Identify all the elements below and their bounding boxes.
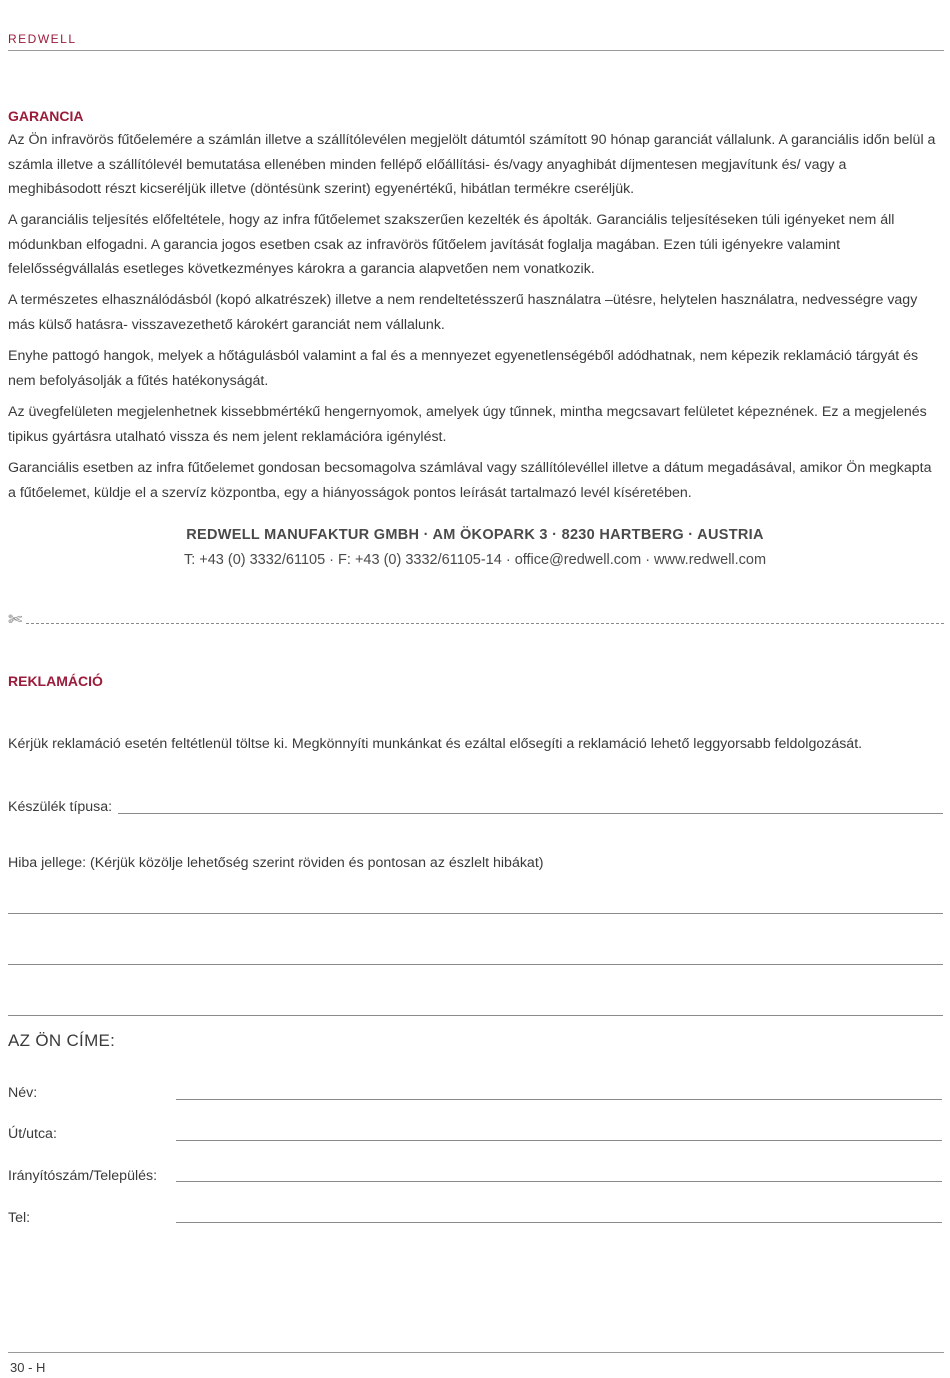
- reklamacio-intro: Kérjük reklamáció esetén feltétlenül töltse ki. Megkönnyíti munkánkat és ezáltal elősegíti a reklamáció lehető leggyorsabb feldolgozását.: [8, 736, 863, 752]
- street-field[interactable]: [176, 1140, 942, 1141]
- garancia-paragraph-5: Az üvegfelületen megjelenhetnek kissebbmértékű hengernyomok, amelyek úgy tűnnek, mintha megcsavart felületet képeznének. Ez a megjelenés tipikus gyártásra utalható vissza és nem jelent reklamációra igénylést.: [8, 404, 927, 445]
- dashed-line: [26, 623, 944, 624]
- phone-field[interactable]: [176, 1222, 942, 1223]
- fault-label: Hiba jellege: (Kérjük közölje lehetőség szerint röviden és pontosan az észlelt hibákat): [8, 855, 544, 871]
- footer-divider: [8, 1352, 944, 1353]
- cut-line: [8, 610, 944, 630]
- company-address: REDWELL MANUFAKTUR GMBH · AM ÖKOPARK 3 · 8230 HARTBERG · AUSTRIA: [186, 527, 764, 543]
- garancia-paragraph-3: A természetes elhasználódásból (kopó alkatrészek) illetve a nem rendeltetésszerű használatra –ütésre, helytelen használatra, nedvességre vagy más külső hatásra- visszavezethető károkért garanciát nem vállalunk.: [8, 292, 918, 333]
- brand-name: REDWELL: [8, 32, 77, 46]
- name-field[interactable]: [176, 1099, 942, 1100]
- street-label: Út/utca:: [8, 1126, 57, 1142]
- zip-city-label: Irányítószám/Település:: [8, 1168, 158, 1184]
- garancia-paragraph-1: Az Ön infravörös fűtőelemére a számlán illetve a szállítólevélen megjelölt dátumtól számított 90 hónap garanciát vállalunk. A garanciális időn belül a számla illetve a szállítólevél bemutatása ellenében minden fellépő előállítási- és/vagy anyaghibát díjmentesen megjavítunk és/ vagy a meghibásodott részt kicseréljük illetve (döntésünk szerint) egyenértékű, hibátlan termékre cseréljük.: [8, 132, 936, 197]
- reklamacio-title: REKLAMÁCIÓ: [8, 673, 103, 689]
- scissors-icon: ✄: [8, 610, 23, 629]
- fault-field-line-1[interactable]: [8, 913, 943, 914]
- garancia-paragraph-6: Garanciális esetben az infra fűtőelemet gondosan becsomagolva számlával vagy szállítólevéllel illetve a dátum megadásával, amikor Ön megkapta a fűtőelemet, küldje el a szervíz központba, egy a hiányosságok pontos leírását tartalmazó levél kíséretében.: [8, 460, 932, 501]
- page-number: 30 - H: [10, 1360, 46, 1375]
- garancia-paragraph-4: Enyhe pattogó hangok, melyek a hőtágulásból valamint a fal és a mennyezet egyenetlenségéből adódhatnak, nem képezik reklamáció tárgyát és nem befolyásolják a fűtés hatékonyságát.: [8, 348, 919, 389]
- fault-field-line-3[interactable]: [8, 1015, 943, 1016]
- garancia-title: GARANCIA: [8, 108, 84, 124]
- company-contact: T: +43 (0) 3332/61105 · F: +43 (0) 3332/61105-14 · office@redwell.com · www.redwell.com: [183, 552, 767, 568]
- header-divider: [8, 50, 944, 51]
- device-type-field[interactable]: [118, 813, 943, 814]
- device-type-label: Készülék típusa:: [8, 799, 113, 815]
- zip-city-field[interactable]: [176, 1181, 942, 1182]
- name-label: Név:: [8, 1085, 38, 1101]
- garancia-paragraph-2: A garanciális teljesítés előfeltétele, hogy az infra fűtőelemet szakszerűen kezelték és ápolták. Garanciális teljesítéseken túli igényeket nem áll módunkban elfogadni. A garancia jogos esetben csak az infravörös fűtőelem javítását foglalja magában. Ezen túli igényekre valamint felelősségvállalás esetleges következményes károkra a garancia alapvetően nem vonatkozik.: [8, 212, 895, 277]
- phone-label: Tel:: [8, 1210, 31, 1226]
- address-title: AZ ÖN CÍME:: [8, 1031, 116, 1050]
- fault-field-line-2[interactable]: [8, 964, 943, 965]
